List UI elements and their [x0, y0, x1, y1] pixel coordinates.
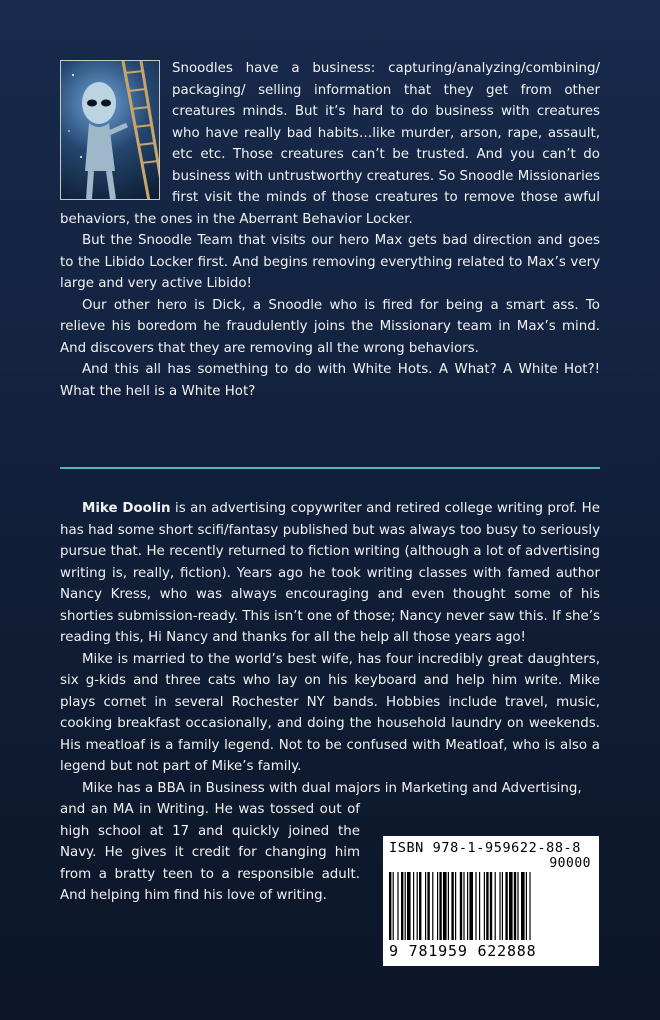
isbn-label: ISBN 978-1-959622-88-8 [389, 840, 582, 856]
barcode-bars [389, 872, 593, 940]
blurb-paragraph-3: Our other hero is Dick, a Snoodle who is fired for being a smart ass. To relieve his boredom he fraudulently joins the Missionary team in Max’s mind. And discovers that they are removing all the wrong behaviors. [60, 297, 600, 356]
alien-cover-thumbnail [60, 60, 160, 200]
blurb-section [60, 58, 600, 402]
bio-paragraph-1 [60, 498, 600, 649]
barcode-digits: 9 781959 622888 [389, 942, 537, 960]
blurb-paragraph-4: And this all has something to do with White Hots. A What? A White Hot?! What the hell is a White Hot? [60, 362, 600, 399]
author-name: Mike Doolin [82, 501, 171, 516]
price-code: 90000 [549, 856, 591, 871]
section-divider [60, 467, 600, 469]
bio-paragraph-3-line-1: Mike has a BBA in Business with dual majors in Marketing and Advertising, [82, 780, 582, 796]
bio-paragraph-2: Mike is married to the world’s best wife, has four incredibly great daughters, six g-kids and three cats who lay on his keyboard and help him write. Mike plays cornet in several Rochester NY bands. Hobbies include travel, music, cooking breakfast occasionally, and doing the household laundry on weekends. His meatloaf is a family legend. Not to be confused with Meatloaf, who is also a legend but not part of Mike’s family. [60, 651, 600, 774]
bio-paragraph-3-rest: and an MA in Writing. He was tossed out of high school at 17 and quickly joined the Navy. He gives it credit for changing him from a bratty teen to a responsible adult. And helping him find his love of writing. [60, 802, 360, 903]
blurb-paragraph-1: Snoodles have a business: capturing/analyzing/combining/ packaging/ selling information that they get from other creatures minds. But it’s hard to do business with creatures who have really bad habits…like murder, arson, rape, assault, etc etc. Those creatures can’t be trusted. And you can’t do business with untrustworthy creatures. So Snoodle Missionaries first visit the minds of those creatures to remove those awful behaviors, the ones in the Aberrant Behavior Locker. [60, 61, 600, 227]
isbn-barcode [383, 836, 599, 966]
blurb-paragraph-2: But the Snoodle Team that visits our hero Max gets bad direction and goes to the Libido Locker first. And begins removing everything related to Max’s very large and very active Libido! [60, 233, 600, 291]
bio-paragraph-1-text: is an advertising copywriter and retired college writing prof. He has had some short scifi/fantasy published but was always too busy to seriously pursue that. He recently returned to fiction writing (although a lot of advertising writing is, really, fiction). Years ago he took writing classes with famed author Nancy Kress, who was always encouraging and even thought some of his shorties submission-ready. This isn’t one of those; Nancy never saw this. If she’s reading this, Hi Nancy and thanks for all the help all those years ago! [60, 501, 600, 645]
